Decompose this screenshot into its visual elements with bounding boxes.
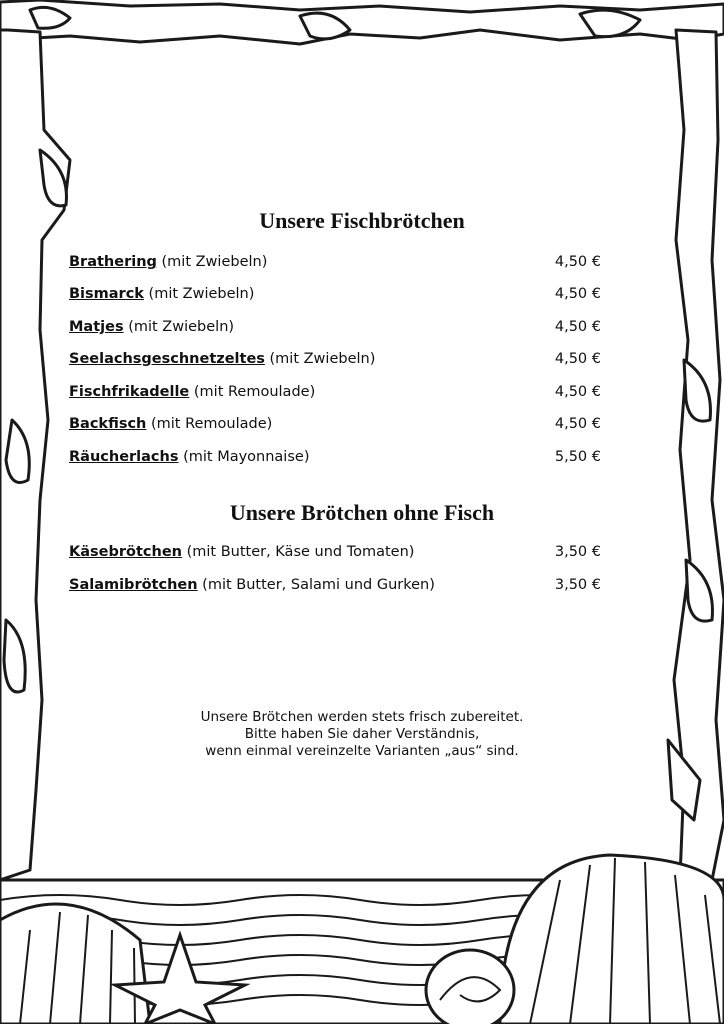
- menu-item-description: (mit Remoulade): [193, 384, 316, 400]
- menu-item-row: [69, 384, 609, 404]
- menu-item-description: (mit Remoulade): [150, 416, 273, 432]
- menu-item-row: [69, 416, 609, 436]
- menu-item-name: Salamibrötchen: [69, 577, 198, 593]
- menu-item-name: Seelachsgeschnetzeltes: [69, 351, 265, 367]
- menu-item-name: Brathering: [69, 254, 157, 270]
- menu-item-row: [69, 351, 609, 371]
- menu-item-name: Käsebrötchen: [69, 544, 182, 560]
- menu-item-row: [69, 449, 609, 469]
- menu-item-description: (mit Zwiebeln): [128, 319, 235, 335]
- menu-item-name: Matjes: [69, 319, 124, 335]
- spiral-shell-illustration: [426, 950, 514, 1024]
- note-line: Unsere Brötchen werden stets frisch zubereitet.: [200, 709, 524, 725]
- menu-item-row: [69, 254, 609, 274]
- menu-item-row: [69, 577, 609, 597]
- menu-item-description: (mit Zwiebeln): [161, 254, 268, 270]
- menu-item-price: 4,50 €: [554, 254, 601, 270]
- menu-item-price: 3,50 €: [554, 577, 601, 593]
- menu-item-description: (mit Mayonnaise): [183, 449, 310, 465]
- menu-item-price: 4,50 €: [554, 319, 601, 335]
- menu-item-price: 4,50 €: [554, 384, 601, 400]
- menu-item-name: Räucherlachs: [69, 449, 179, 465]
- menu-item-name: Fischfrikadelle: [69, 384, 190, 400]
- menu-item-price: 4,50 €: [554, 286, 601, 302]
- menu-item-price: 3,50 €: [554, 544, 601, 560]
- menu-item-name: Bismarck: [69, 286, 144, 302]
- menu-item-row: [69, 544, 609, 564]
- menu-item-description: (mit Butter, Salami und Gurken): [202, 577, 435, 593]
- menu-item-description: (mit Zwiebeln): [269, 351, 376, 367]
- note-line: wenn einmal vereinzelte Varianten „aus“ sind.: [205, 743, 519, 759]
- menu-item-name: Backfisch: [69, 416, 147, 432]
- note-line: Bitte haben Sie daher Verständnis,: [244, 726, 480, 742]
- menu-item-row: [69, 319, 609, 339]
- menu-item-price: 4,50 €: [554, 351, 601, 367]
- freshness-note: [0, 709, 724, 760]
- menu-item-row: [69, 286, 609, 306]
- section-title-fischbroetchen: Unsere Fischbrötchen: [259, 208, 465, 233]
- menu-item-price: 4,50 €: [554, 416, 601, 432]
- menu-item-description: (mit Zwiebeln): [148, 286, 255, 302]
- menu-item-description: (mit Butter, Käse und Tomaten): [186, 544, 415, 560]
- section-title-ohne-fisch: Unsere Brötchen ohne Fisch: [229, 500, 495, 525]
- menu-item-price: 5,50 €: [554, 449, 601, 465]
